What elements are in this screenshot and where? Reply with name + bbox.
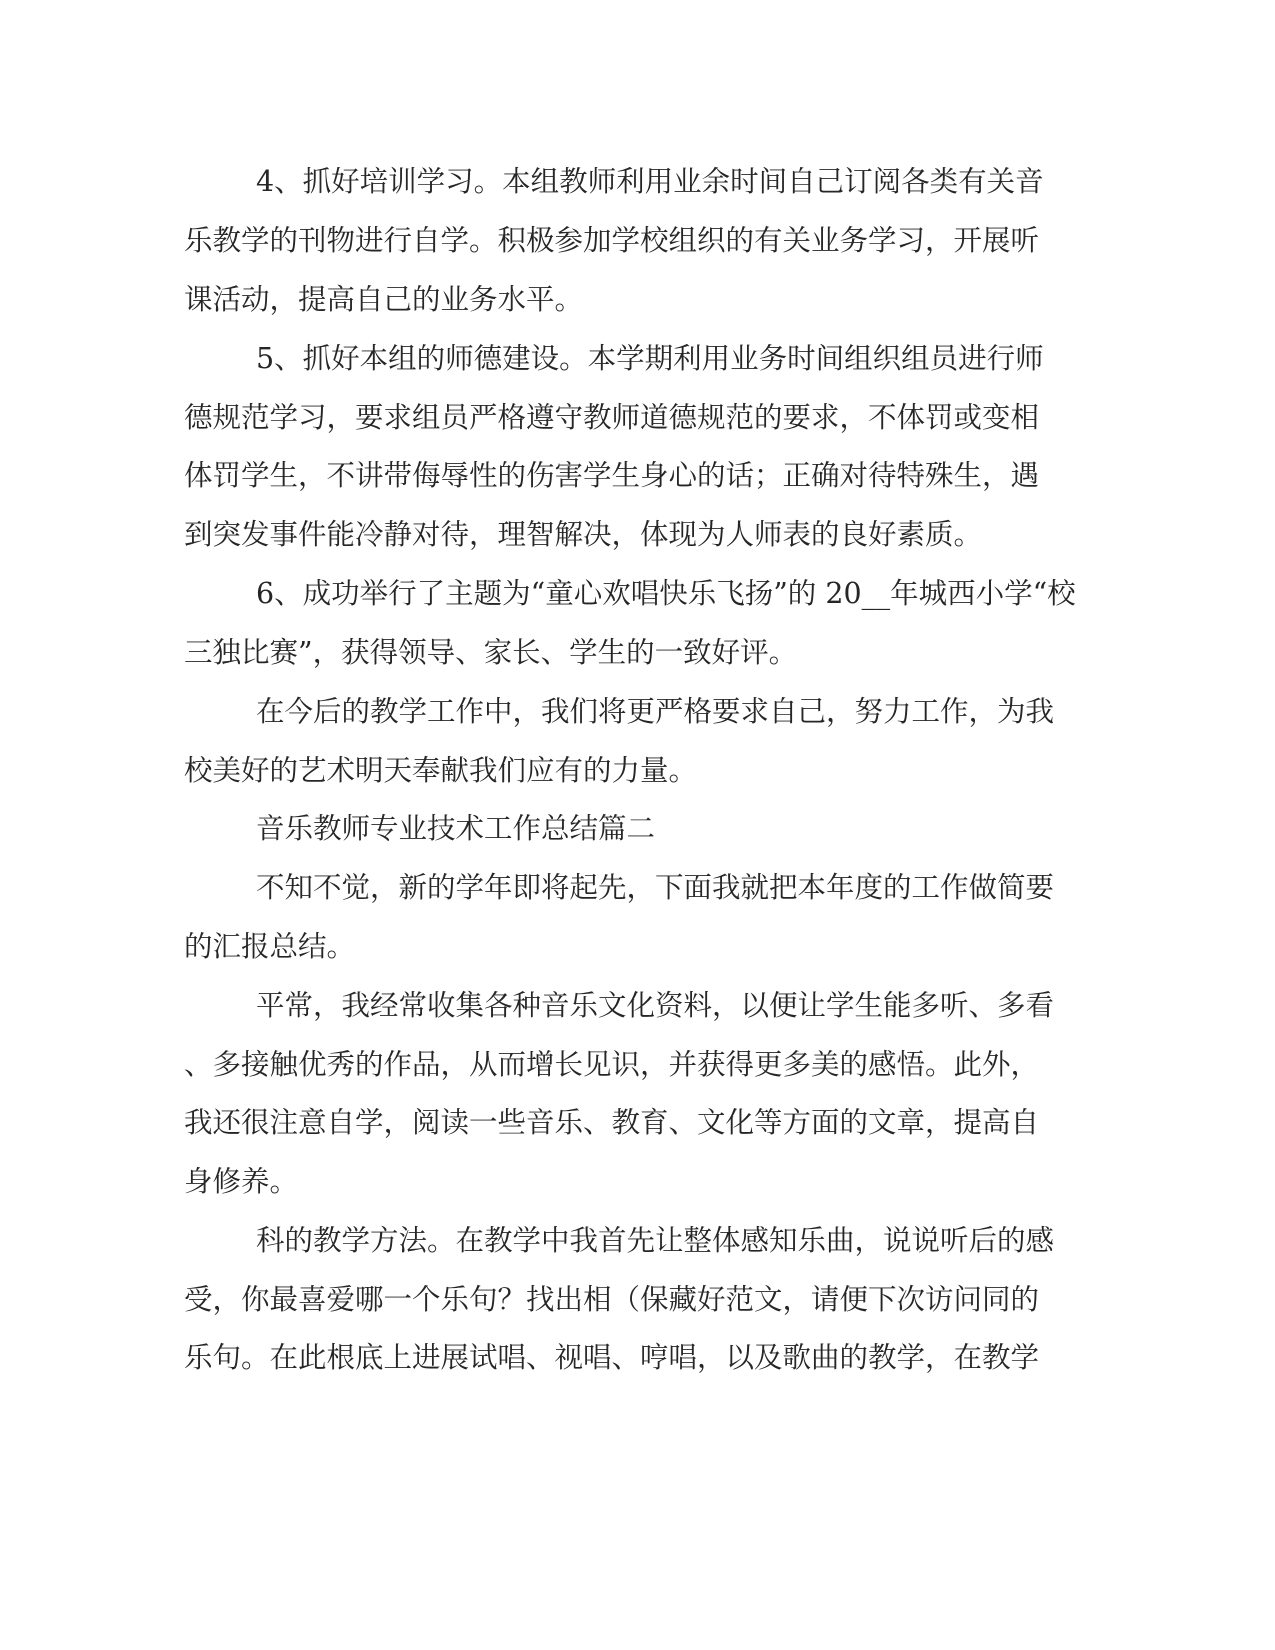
text-line: 校美好的艺术明天奉献我们应有的力量。 bbox=[184, 754, 698, 787]
text-line: 我还很注意自学，阅读一些音乐、教育、文化等方面的文章，提高自 bbox=[184, 1106, 1040, 1139]
text-line: 的汇报总结。 bbox=[184, 930, 356, 963]
text-line: 4、抓好培训学习。本组教师利用业余时间自己订阅各类有关音 bbox=[256, 165, 1044, 198]
text-line: 6、成功举行了主题为“童心欢唱快乐飞扬”的 20__年城西小学“校 bbox=[256, 577, 1076, 610]
text-line: 平常，我经常收集各种音乐文化资料，以便让学生能多听、多看 bbox=[256, 989, 1055, 1022]
text-line: 身修养。 bbox=[184, 1165, 299, 1198]
text-line: 德规范学习，要求组员严格遵守教师道德规范的要求，不体罚或变相 bbox=[184, 401, 1040, 434]
text-line: 乐教学的刊物进行自学。积极参加学校组织的有关业务学习，开展听 bbox=[184, 224, 1040, 257]
text-line: 乐句。在此根底上进展试唱、视唱、哼唱，以及歌曲的教学，在教学 bbox=[184, 1341, 1040, 1374]
text-line: 到突发事件能冷静对待，理智解决，体现为人师表的良好素质。 bbox=[184, 518, 983, 551]
section-heading: 音乐教师专业技术工作总结篇二 bbox=[256, 812, 656, 845]
text-line: 不知不觉，新的学年即将起先，下面我就把本年度的工作做简要 bbox=[256, 871, 1055, 904]
text-line: 在今后的教学工作中，我们将更严格要求自己，努力工作，为我 bbox=[256, 695, 1055, 728]
text-line: 科的教学方法。在教学中我首先让整体感知乐曲，说说听后的感 bbox=[256, 1224, 1055, 1257]
text-line: 5、抓好本组的师德建设。本学期利用业务时间组织组员进行师 bbox=[256, 342, 1044, 375]
text-line: 课活动，提高自己的业务水平。 bbox=[184, 283, 584, 316]
text-line: 体罚学生，不讲带侮辱性的伤害学生身心的话；正确对待特殊生，遇 bbox=[184, 459, 1040, 492]
text-line: 、多接触优秀的作品，从而增长见识，并获得更多美的感悟。此外， bbox=[184, 1048, 1040, 1081]
text-line: 三独比赛”，获得领导、家长、学生的一致好评。 bbox=[184, 636, 798, 669]
text-line: 受，你最喜爱哪一个乐句？找出相（保藏好范文，请便下次访问同的 bbox=[184, 1283, 1040, 1316]
